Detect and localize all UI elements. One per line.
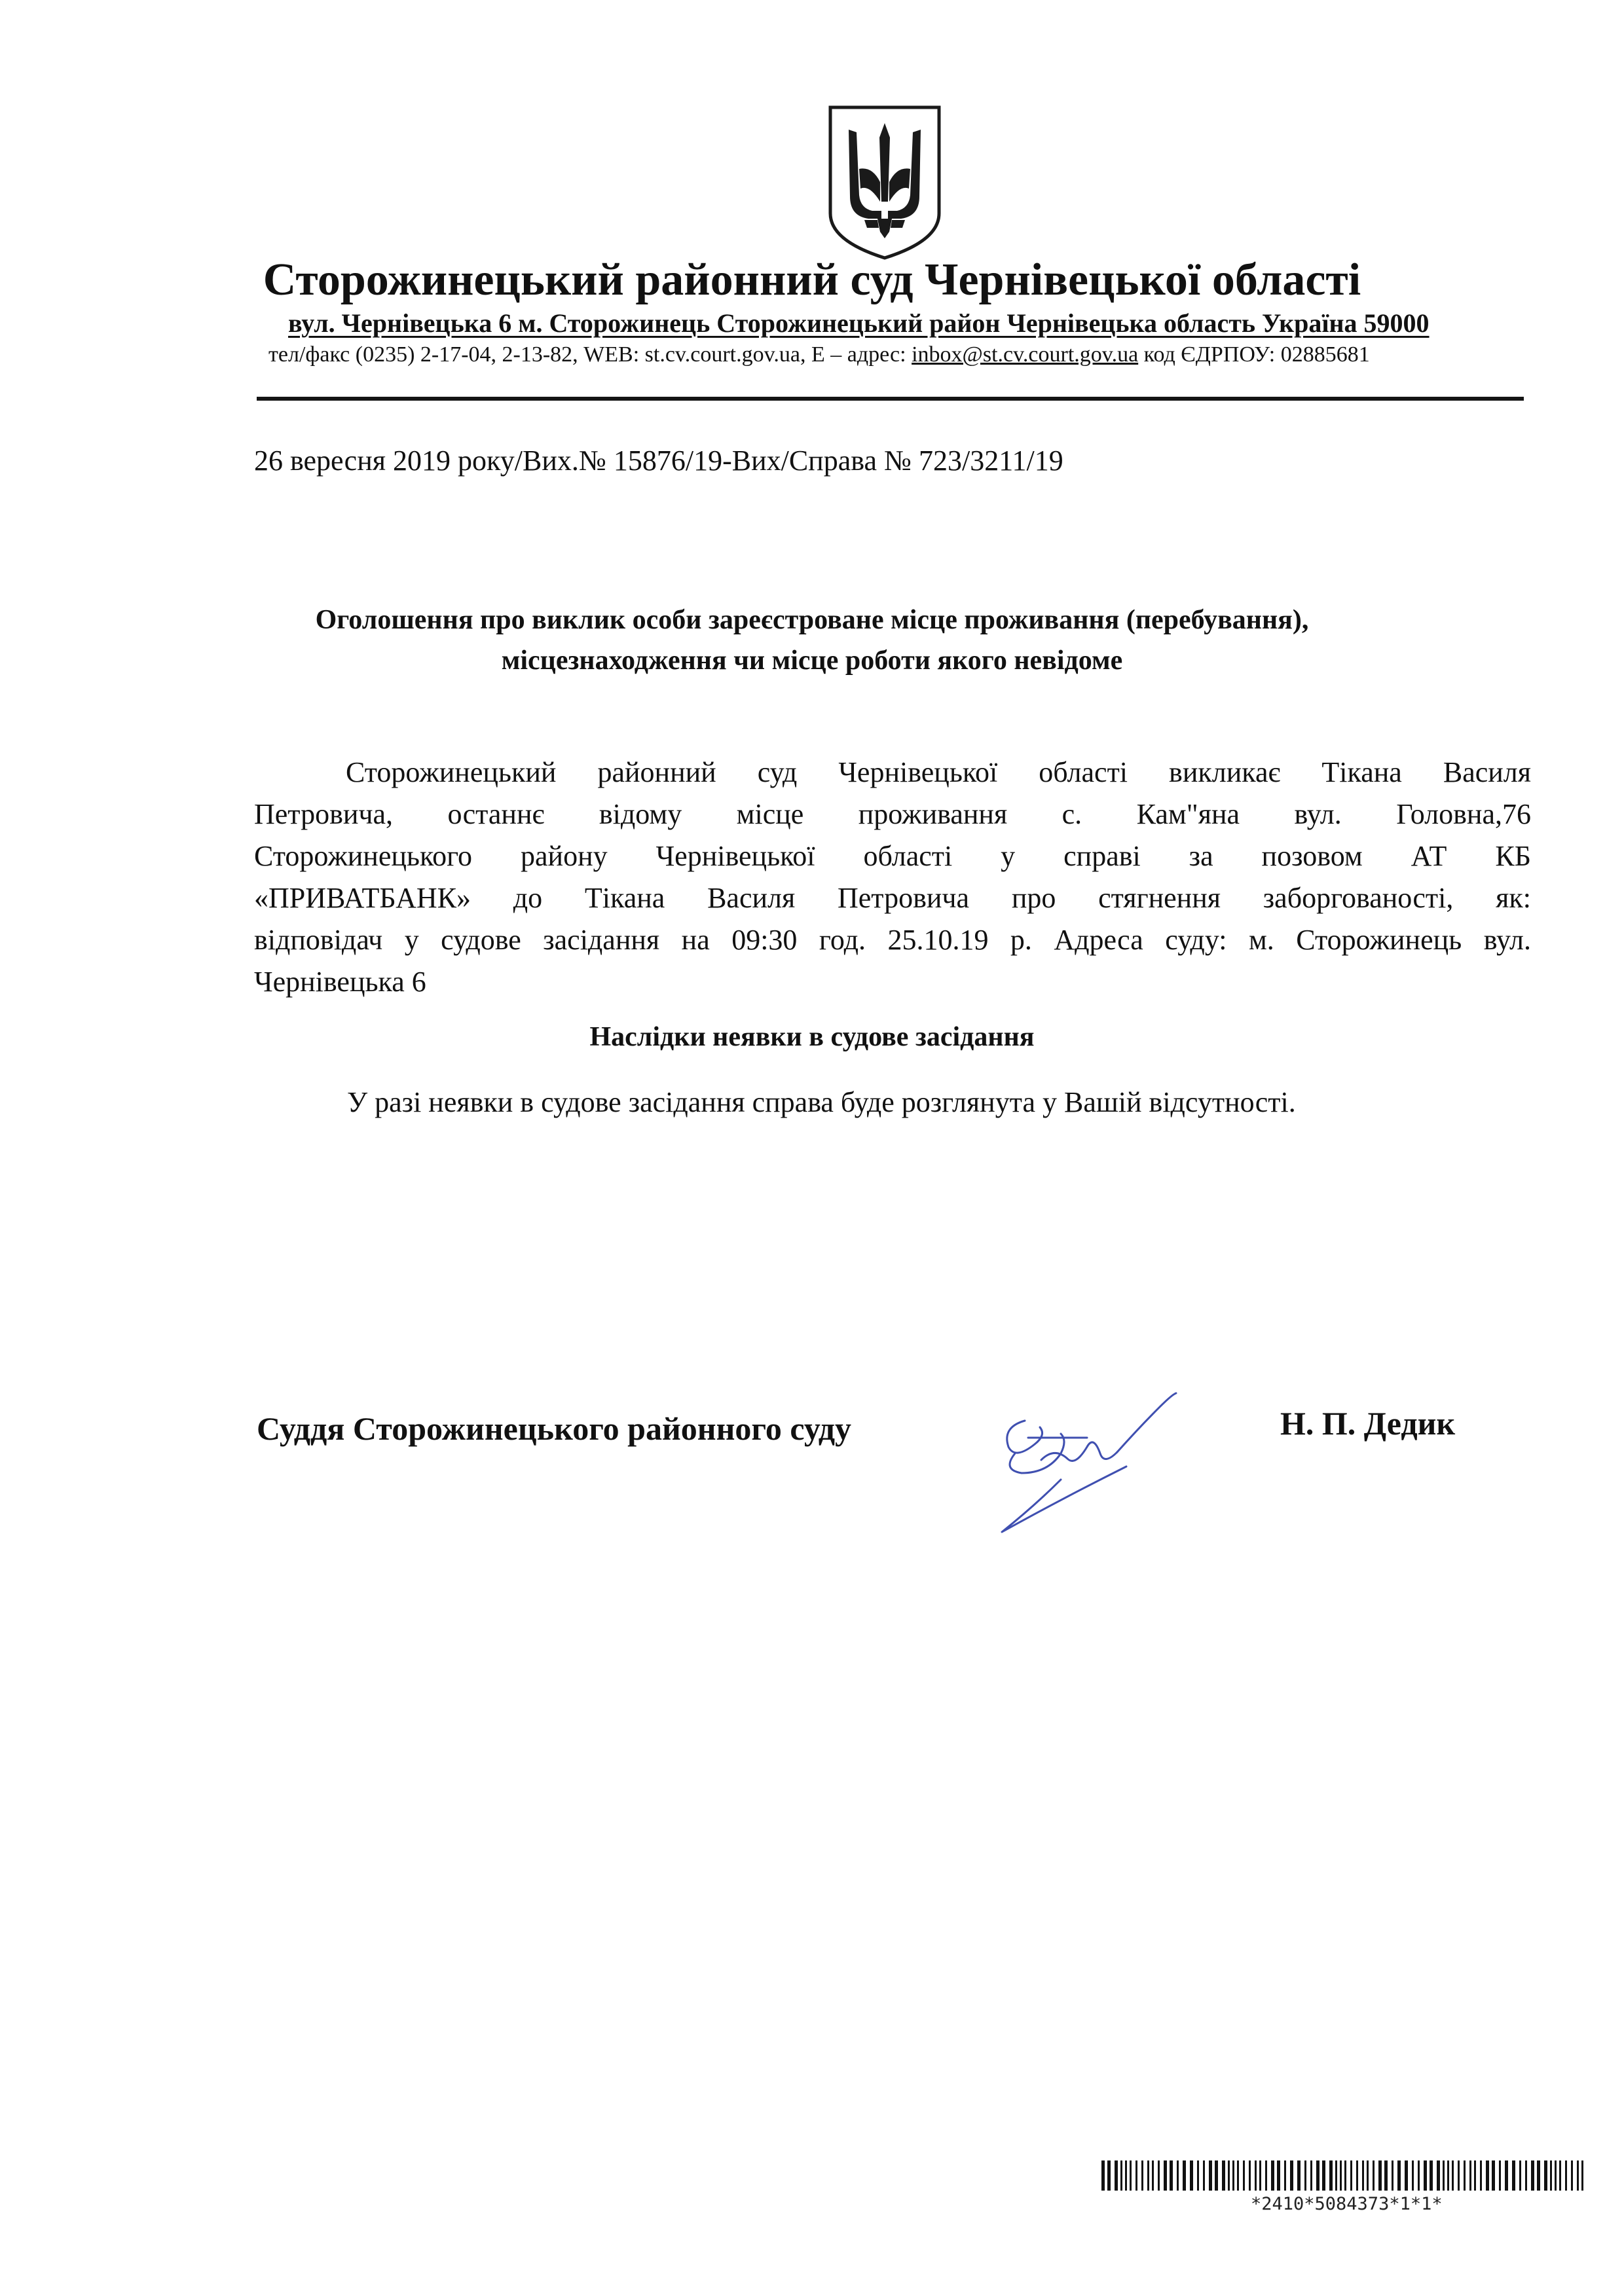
body-line-3: Сторожинецького району Чернівецької області у справі за позовом АТ КБ [254,840,1531,872]
barcode-bar [1424,2160,1427,2191]
barcode-bar [1297,2160,1301,2191]
barcode-bar [1362,2160,1364,2191]
body-line-6: Чернівецька 6 [254,966,426,998]
barcode-bar [1271,2160,1274,2191]
barcode-bar [1197,2160,1199,2191]
notice-title-line-1: Оголошення про виклик особи зареєстроване місце проживання (перебування), [315,605,1309,635]
barcode-bar [1367,2160,1369,2191]
barcode-bar [1259,2160,1261,2191]
barcode-bar [1571,2160,1573,2191]
barcode-bar [1447,2160,1449,2191]
barcode-bar [1232,2160,1234,2191]
handwritten-signature [963,1381,1238,1545]
barcode-bar [1499,2160,1501,2191]
barcode-bar [1525,2160,1527,2191]
barcode-bar [1265,2160,1267,2191]
barcode-bar [1418,2160,1420,2191]
barcode-bar [1544,2160,1547,2191]
barcode-bar [1170,2160,1173,2191]
barcode-bar [1340,2160,1342,2191]
barcode-bar [1243,2160,1245,2191]
barcode-bar [1130,2160,1132,2191]
barcode-bar [1531,2160,1534,2191]
barcode-bar [1203,2160,1205,2191]
barcode-bar [1183,2160,1186,2191]
barcode-bar [1392,2160,1393,2191]
barcode-bar [1469,2160,1471,2191]
barcode-bar [1443,2160,1445,2191]
barcode-bar [1107,2160,1111,2191]
body-line-2: Петровича, останнє відому місце проживання с. Кам"яна вул. Головна,76 [254,798,1531,830]
barcode-bar [1537,2160,1540,2191]
barcode-bar [1550,2160,1552,2191]
barcode-bar [1555,2160,1557,2191]
barcode-bar [1215,2160,1218,2191]
barcode-bar [1405,2160,1408,2191]
barcode-bar [1565,2160,1567,2191]
barcode-bar [1190,2160,1193,2191]
barcode [1100,2160,1585,2191]
contacts-suffix: код ЄДРПОУ: 02885681 [1138,342,1370,367]
barcode-bar [1452,2160,1454,2191]
trident-icon [826,103,943,261]
court-email-link[interactable]: inbox@st.cv.court.gov.ua [912,342,1139,367]
notice-title-line-2: місцезнаходження чи місце роботи якого невідоме [501,646,1123,676]
body-line-1: Сторожинецький районний суд Чернівецької області викликає Тікана Василя [346,756,1531,788]
barcode-bar [1304,2160,1306,2191]
consequences-text: У разі неявки в судове засідання справа буде розглянута у Вашій відсутності. [347,1086,1296,1118]
barcode-bar [1125,2160,1127,2191]
barcode-bar [1378,2160,1382,2191]
barcode-bar [1356,2160,1358,2191]
barcode-bar [1384,2160,1388,2191]
barcode-bar [1430,2160,1433,2191]
barcode-bar [1373,2160,1375,2191]
barcode-bar [1141,2160,1143,2191]
barcode-bar [1492,2160,1495,2191]
notice-title [0,600,1624,681]
barcode-bar [1329,2160,1333,2191]
consequences-heading: Наслідки неявки в судове засідання [589,1022,1035,1052]
barcode-bar [1310,2160,1312,2191]
barcode-bar [1335,2160,1337,2191]
barcode-bar [1577,2160,1579,2191]
court-contacts [268,340,1370,369]
barcode-bar [1480,2160,1482,2191]
barcode-bar [1255,2160,1257,2191]
barcode-bar [1228,2160,1230,2191]
barcode-bar [1222,2160,1225,2191]
barcode-bar [1512,2160,1515,2191]
barcode-bar [1486,2160,1489,2191]
barcode-bar [1474,2160,1476,2191]
barcode-bar [1464,2160,1466,2191]
barcode-bar [1177,2160,1179,2191]
barcode-bar [1158,2160,1160,2191]
barcode-bar [1316,2160,1320,2191]
barcode-bar [1412,2160,1414,2191]
barcode-bar [1277,2160,1280,2191]
body-line-4: «ПРИВАТБАНК» до Тікана Василя Петровича про стягнення заборгованості, як: [254,882,1531,914]
barcode-bar [1284,2160,1286,2191]
barcode-bar [1237,2160,1239,2191]
barcode-bar [1152,2160,1154,2191]
barcode-bar [1581,2160,1583,2191]
judge-name: Н. П. Дедик [1280,1405,1456,1442]
barcode-bar [1519,2160,1521,2191]
barcode-bar [1147,2160,1149,2191]
barcode-bar [1322,2160,1325,2191]
barcode-bar [1209,2160,1212,2191]
barcode-bar [1101,2160,1105,2191]
body-line-5: відповідач у судове засідання на 09:30 год. 25.10.19 р. Адреса суду: м. Сторожинець вул. [254,924,1531,956]
contacts-prefix: тел/факс (0235) 2-17-04, 2-13-82, WEB: st.cv.court.gov.ua, E – адрес: [268,342,912,367]
barcode-bar [1120,2160,1122,2191]
barcode-bar [1559,2160,1561,2191]
barcode-bar [1458,2160,1460,2191]
barcode-bar [1115,2160,1118,2191]
barcode-bar [1505,2160,1508,2191]
barcode-bar [1164,2160,1167,2191]
document-reference: 26 вересня 2019 року/Вих.№ 15876/19-Вих/Справа № 723/3211/19 [254,445,1063,477]
barcode-bar [1135,2160,1137,2191]
court-name: Сторожинецький районний суд Чернівецької області [263,255,1361,305]
barcode-bar [1344,2160,1346,2191]
barcode-text: *2410*5084373*1*1* [1251,2194,1443,2214]
barcode-bar [1350,2160,1352,2191]
court-address: вул. Чернівецька 6 м. Сторожинець Сторожинецький район Чернівецька область Україна 59000 [288,308,1430,338]
header-divider [257,397,1524,401]
notice-body [254,752,1531,1003]
judge-title: Суддя Сторожинецького районного суду [257,1410,852,1447]
barcode-bar [1397,2160,1401,2191]
barcode-bar [1437,2160,1440,2191]
barcode-bar [1249,2160,1251,2191]
barcode-bar [1290,2160,1293,2191]
